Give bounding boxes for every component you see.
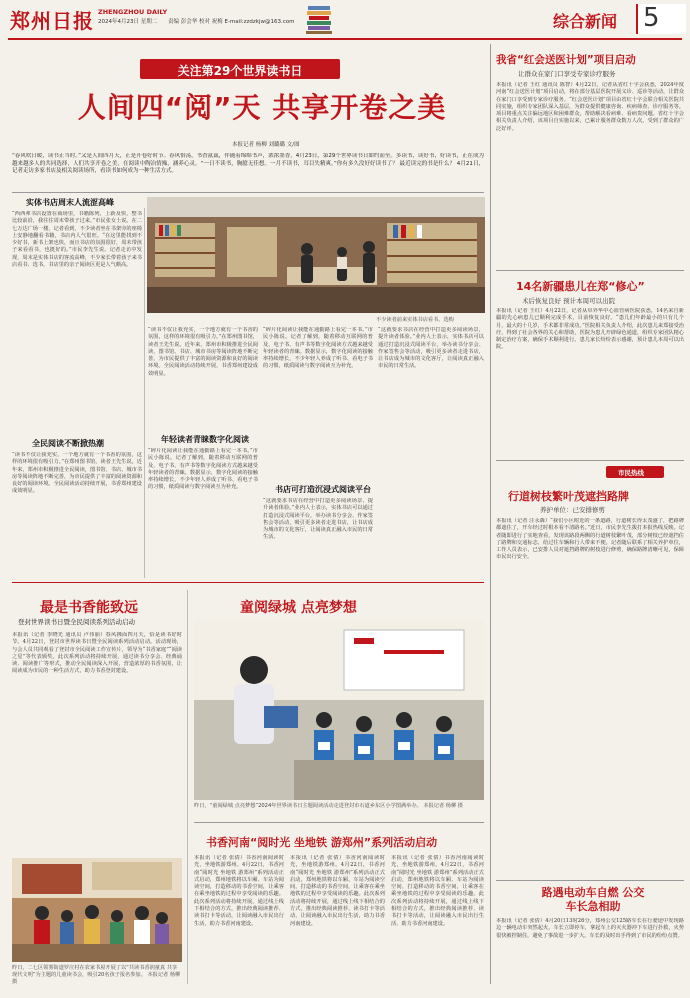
col-divider-main-right — [490, 44, 491, 984]
red-cross-title: 我省“红会送医计划”项目启动 — [496, 54, 636, 66]
main-col2-text: “读书不仅让我充实，一个地方就有一个书香的氛围，这样的环境很有吸引力。”在郑州图书馆，读者王先生说。近年来，郑州市积极推进全民阅读，图书馆、书店、城市书房等阅读阵地不断完善，为市民提供了丰富的阅读资源和良好的阅读环境。全民阅读活动持续开展，书香郑州建设成效明显。 — [148, 327, 258, 377]
main-title: 人间四“阅”天 共享开卷之美 — [77, 91, 447, 124]
red-cross-body: 本报讯（记者 王红 通讯员 陈智）4月22日，记者从省红十字会获悉，2024年度河南“红会送医计划”项目启动，将在部分基层医院开展义诊、巡诊等活动，让群众在家门口享受到专家诊疗服务。“红会送医计划”项目由省红十字会联合相关医院共同实施，组织专家团队深入基层，为群众提供健康咨询、疾病筛查、诊疗服务等。项目将重点关注偏远地区和困难群众，帮助解决看病难、看病贵问题。省红十字会相关负责人介绍，该项目自实施以来，已累计服务群众数万人次，受到了群众的广泛好评。 — [496, 82, 684, 132]
right-rule-3 — [496, 880, 684, 881]
book-stack-icon — [304, 2, 334, 36]
metro-title: 书香河南“阅时光 坐地铁 游郑州”系列活动启动 — [206, 836, 438, 849]
right-rule-1 — [496, 270, 684, 271]
school-reading-photo — [194, 620, 484, 800]
tree-body: 本报讯（记者 汪永森）“我们小区附近的一条道路，行道树长得太茂盛了，把路牌都遮住了，开车经过时根本看不清路名。”近日，市民李先生拨打本报热线反映。记者随即进行了实地查看，发现该路段两侧的行道树枝繁叶茂，部分树枝已经遮挡住了路牌和交通标志，给过往车辆和行人带来不便。记者随后联系了相关养护单位，工作人员表示，已安排人员对遮挡路牌的树枝进行修剪，确保路牌清晰可见，保障市民出行安全。 — [496, 518, 684, 561]
main-bottom-rule — [12, 582, 484, 583]
page-number: 5 — [643, 3, 660, 33]
bookstore-scene — [147, 197, 485, 313]
dengfeng-subtitle: 登封世界读书日暨全民阅读系列活动启动 — [18, 618, 135, 626]
dengfeng-title: 最是书香能致远 — [40, 600, 138, 616]
metro-body-col2: 本报讯（记者 张倩）书香河南阅读时光，坐地铁游郑州。4月22日，书香河南“阅时光 坐地铁 游郑州”系列活动正式启动，郑州地铁将以车厢、车站为阅读空间，打造移动的书香空间，让乘客在乘坐地铁的过程中享受阅读的乐趣。此次系列活动将持续开展，通过线上线下相结合的方式，推出经典阅读推荐、读书打卡等活动，让阅读融入市民出行生活，助力书香河南建设。 — [290, 855, 385, 927]
bus-title: 路遇电动车自燃 公交车长急相助 — [541, 886, 645, 913]
main-col3-text: “碎片化阅读让我能在通勤路上看完一本书。”市民小陈说。记者了解到，随着移动互联网的普及，电子书、有声书等数字化阅读方式越来越受年轻读者的青睐。数据显示，数字化阅读的接触率持续增长，不少年轻人养成了听书、看电子书的习惯，纸质阅读与数字阅读互为补充。 — [148, 448, 258, 491]
main-col4a-text: “碎片化阅读让我能在通勤路上看完一本书。”市民小陈说。记者了解到，随着移动互联网的普及，电子书、有声书等数字化阅读方式越来越受年轻读者的青睐。数据显示，数字化阅读的接触率持续增长，不少年轻人养成了听书、看电子书的习惯，纸质阅读与数字阅读互为补充。 — [263, 327, 373, 370]
green-city-title: 童阅绿城 点亮梦想 — [240, 600, 357, 616]
bookstore-photo-caption: 不少读者前来实体书店看书、选购 — [376, 317, 454, 323]
subhead-immersive-platform: 书店可打造沉浸式阅读平台 — [275, 485, 371, 494]
col-divider-1 — [144, 208, 145, 578]
bus-body: 本报讯（记者 张倩）4月20日13时26分，郑州公交125路车长在行驶途中发现路边一辆电动车突然起火，车长立即停车，拿起车上的灭火器冲下车进行扑救，火势很快被控制住，避免了事故进一步扩大。车长的及时出手得到了市民的纷纷点赞。 — [496, 918, 684, 939]
logo: 郑州日报 — [10, 9, 94, 33]
masthead-rule — [8, 38, 682, 40]
school-reading-caption: 昨日，“童阅绿城 点亮梦想”2024年世界读书日主题阅读活动走进登封市石道乡东区小学图满举办。 本报记者 杨柳 摄 — [194, 803, 463, 809]
subhead-bookstore: 实体书店周末人流涩高峰 — [26, 198, 114, 207]
main-col1-text: “西西弗书店设置在商场里，书籍陈列，上新及快，整书比较前沿，我往往周末带孩子过来。”市民张女士说。在二七万达广场一楼，记者看到，不少读者坐在书架旁的座椅上安静地翻看书籍，书店内人气很旺。“在这里能找到不少好书，新书上架也快，而且书店的氛围很好，周末带孩子来看看书，也挺好的。”市民李先生说。记者走访中发现，周末是实体书店的客流高峰，不少家长带着孩子来书店看书、选书，书店里的亲子阅读区更是人气颇高。 — [12, 211, 142, 269]
village-reading-photo — [12, 858, 182, 962]
subhead-national-reading: 全民阅读不断掀热潮 — [32, 439, 104, 448]
main-lead: “春风吹日暖，读书正当时。”又是人间四月天，正是开卷好时节。春风怡荡，书香氤氲，伴随着绵绵书声，浓浓墨香，4月23日，第29个世界读书日如约而至。多读书，读好书，好读书，正在成为越来越多人的共同选择，人们共享开卷之美，在阅读中陶冶情操，涵养心灵。“一日不读书，胸臆无佳想。一月不读书，耳目失精爽。”你有多久没好好读书了？ 最近读完的书是什么？ 4月21日，记者走访多家书店及相关阅读场所，看读书如何成为一种生活方式。 — [12, 153, 484, 174]
section-name: 综合新闻 — [553, 12, 618, 31]
red-cross-subtitle: 让群众在家门口享受专家诊疗服务 — [518, 70, 616, 78]
col-divider-bottom — [187, 590, 188, 984]
main-col4b-text: “这就要求书店在经营中打造更多阅读场景，提升读者体验。”业内人士表示，实体书店可以通过打造沉浸式阅读平台，举办读书分享会、作家签售会等活动，吸引更多读者走进书店，让书店成为城市的文化客厅，让阅读真正融入市民的日常生活。 — [263, 498, 373, 541]
tree-title: 行道树枝繁叶茂遮挡路牌 — [508, 490, 629, 503]
village-reading-scene — [12, 858, 182, 962]
tree-subtitle: 养护单位：已安排修剪 — [540, 506, 605, 514]
masthead — [0, 0, 690, 40]
right-rule-2 — [496, 460, 684, 461]
village-reading-caption: 昨日，二七区领雾街道罗庄村在农家书屋开展了以“共读书香润童真 共享现代文明”为主题的儿童读书会，吸引20名孩子报名参加。 本报记者 杨柳 摄 — [12, 965, 181, 985]
lead-rule — [12, 192, 484, 193]
xinjiang-title: 14名新疆患儿在郑“修心” — [516, 280, 645, 293]
main-col1b-text: “读书不仅让我充实，一个地方就有一个书香的氛围，这样的环境很有吸引力。”在郑州图书馆，读者王先生说。近年来，郑州市积极推进全民阅读，图书馆、书店、城市书房等阅读阵地不断完善，为市民提供了丰富的阅读资源和良好的阅读环境。全民阅读活动持续开展，书香郑州建设成效明显。 — [12, 452, 142, 495]
hotline-tag-text: 市民热线 — [618, 469, 644, 477]
subhead-digital-reading: 年轻读者青睐数字化阅读 — [161, 435, 249, 444]
main-banner-text: 关注第29个世界读书日 — [177, 64, 303, 78]
en-name: ZHENGZHOU DAILY — [98, 8, 168, 16]
xinjiang-body: 本报讯（记者 王红）4月22日，记者从阜外华中心血管病医院获悉，14名来自新疆的先心病患儿已顺利完成手术，目前恢复良好。“患儿们年龄最小的只有几个月，最大的十几岁，手术都非常成功。”医院相关负责人介绍，此次患儿来郑接受治疗，得到了社会各界的关心和帮助，医院为患儿开辟绿色通道，组织专家团队精心制定治疗方案，确保手术顺利进行。患儿家长纷纷表示感谢，预计患儿本周可以出院。 — [496, 308, 684, 351]
school-reading-scene — [194, 620, 484, 800]
date-line: 2024年4月23日 星期二 — [98, 19, 158, 25]
green-city-bottom-rule — [194, 822, 484, 823]
xinjiang-subtitle: 术后恢复良好 预计本周可以出院 — [522, 297, 616, 305]
metro-body-col1: 本报讯（记者 张倩）书香河南阅读时光，坐地铁游郑州。4月22日，书香河南“阅时光 坐地铁 游郑州”系列活动正式启动，郑州地铁将以车厢、车站为阅读空间，打造移动的书香空间，让乘客在乘坐地铁的过程中享受阅读的乐趣。此次系列活动将持续开展，通过线上线下相结合的方式，推出经典阅读推荐、读书打卡等活动，让阅读融入市民出行生活，助力书香河南建设。 — [194, 855, 284, 927]
editors-line: 责编 彭会华 校对 祝梅 E-mail:zzdzkjw@163.com — [168, 19, 295, 25]
main-col5-text: “这就要求书店在经营中打造更多阅读场景，提升读者体验。”业内人士表示，实体书店可以通过打造沉浸式阅读平台，举办读书分享会、作家签售会等活动，吸引更多读者走进书店，让书店成为城市的文化客厅，让阅读真正融入市民的日常生活。 — [378, 327, 484, 370]
main-byline: 本报记者 杨柳 刘璐璐 文/图 — [232, 142, 300, 148]
dengfeng-body: 本报讯（记者 李晓光 通讯员 卢伟丽）春风拂面四月天，恰是读书好时节。4月22日，登封市世界读书日暨全民阅读系列活动启动。活动现场，与会人员共同观看了登封市全民阅读工作宣传片，领导为“书香家庭”“阅读之星”等代表颁奖。此次系列活动将持续开展，通过读书分享会、经典诵读、阅读推广等形式，推动全民阅读深入开展，营造浓厚的书香氛围，让阅读成为市民的一种生活方式，助力书香登封建设。 — [12, 632, 182, 675]
metro-body-col3: 本报讯（记者 张倩）书香河南阅读时光，坐地铁游郑州。4月22日，书香河南“阅时光 坐地铁 游郑州”系列活动正式启动，郑州地铁将以车厢、车站为阅读空间，打造移动的书香空间，让乘客在乘坐地铁的过程中享受阅读的乐趣。此次系列活动将持续开展，通过线上线下相结合的方式，推出经典阅读推荐、读书打卡等活动，让阅读融入市民出行生活，助力书香河南建设。 — [391, 855, 484, 927]
bookstore-photo — [147, 197, 485, 313]
